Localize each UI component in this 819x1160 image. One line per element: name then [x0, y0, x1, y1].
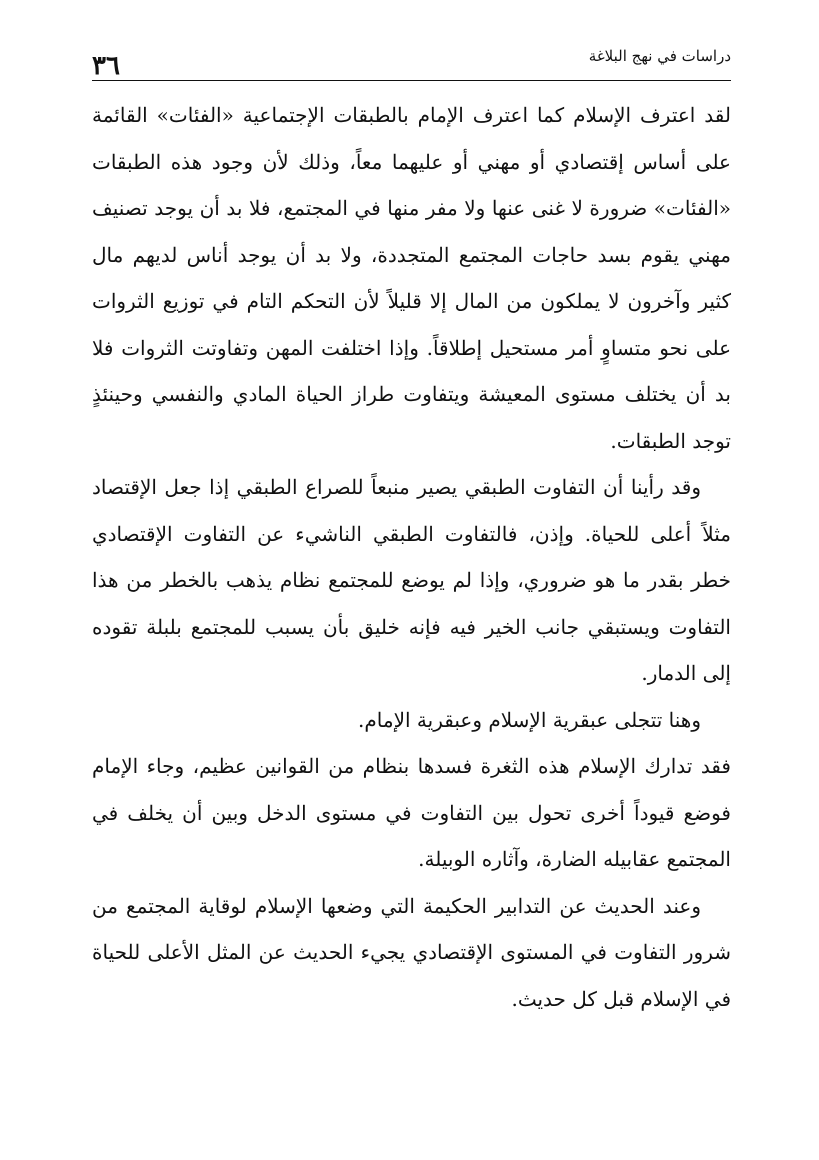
paragraph-4: فقد تدارك الإسلام هذه الثغرة فسدها بنظام من القوانين عظيم، وجاء الإمام فوضع قيوداً أخرى تحول بين التفاوت في مستوى الدخل وبين أن يخلف في المجتمع عقابيله الضارة، وآثاره الوبيلة. — [92, 754, 731, 871]
body-text — [92, 92, 731, 1022]
page-header — [92, 44, 731, 80]
page-number: ٣٦ — [92, 51, 120, 81]
paragraph-5: وعند الحديث عن التدابير الحكيمة التي وضعها الإسلام لوقاية المجتمع من شرور التفاوت في المستوى الإقتصادي يجيء الحديث عن المثل الأعلى للحياة في الإسلام قبل كل حديث. — [92, 893, 731, 1011]
paragraph-2: وقد رأينا أن التفاوت الطبقي يصير منبعاً للصراع الطبقي إذا جعل الإقتصاد مثلاً أعلى للحياة. وإذن، فالتفاوت الطبقي الناشيء عن التفاوت الإقتصادي خطر بقدر ما هو ضروري، وإذا لم يوضع للمجتمع نظام يذهب بالخطر من هذا التفاوت ويستبقي جانب الخير فيه فإنه خليق بأن يسبب للمجتمع بلبلة تقوده إلى الدمار. — [92, 475, 731, 685]
paragraph-3: وهنا تتجلى عبقرية الإسلام وعبقرية الإمام. — [358, 707, 701, 732]
paragraph-1: لقد اعترف الإسلام كما اعترف الإمام بالطبقات الإجتماعية «الفئات» القائمة على أساس إقتصادي أو مهني أو عليهما معاً، وذلك لأن وجود هذه الطبقات «الفئات» ضرورة لا غنى عنها ولا مفر منها في المجتمع، فلا بد أن يوجد تصنيف مهني يقوم بسد حاجات المجتمع المتجددة، ولا بد أن يوجد أناس لديهم مال كثير وآخرون لا يملكون من المال إلا قليلاً لأن التحكم التام في توزيع الثروات على نحو متساوٍ أمر مستحيل إطلاقاً. وإذا اختلفت المهن وتفاوتت الثروات فلا بد أن يختلف مستوى المعيشة ويتفاوت طراز الحياة المادي والنفسي وحينئذٍ توجد الطبقات. — [92, 103, 731, 453]
running-title: دراسات في نهج البلاغة — [588, 47, 731, 65]
header-rule — [92, 80, 731, 81]
